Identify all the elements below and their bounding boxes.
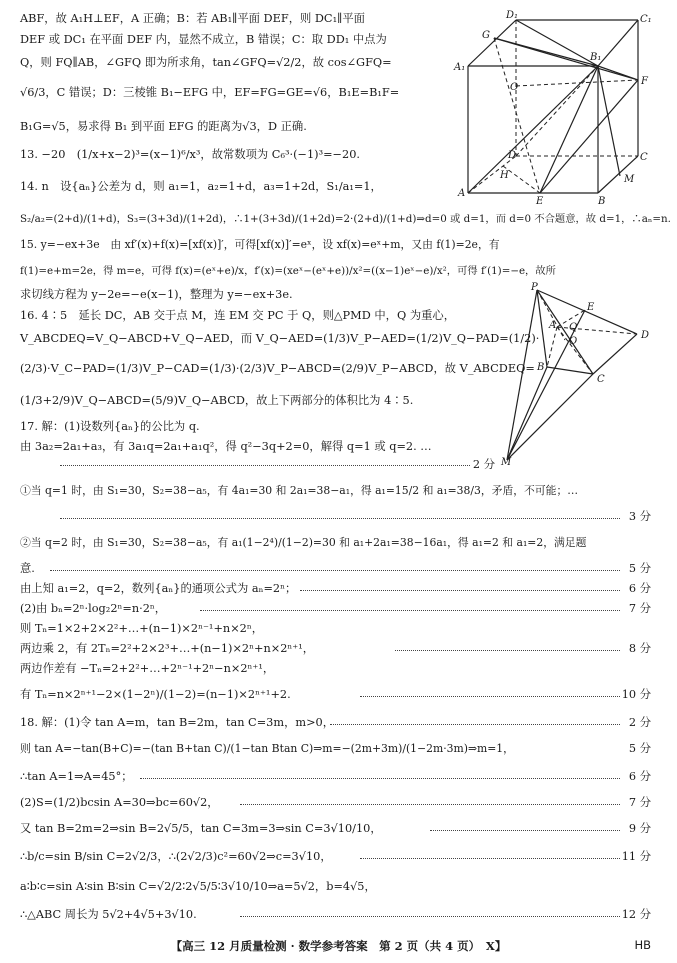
line-29: ∴tan A=1⇒A=45°；: [20, 770, 133, 783]
line-8: S₂/a₂=(2+d)/(1+d)，S₃=(3+3d)/(1+2d)，∴1+(3+3d)/(1+2d)=2·(2+d)/(1+d)⇒d=0 或 d=1，而 d=0 不合题意，故 d=1，∴aₙ=n.: [20, 213, 671, 225]
line-20: 意.: [20, 562, 35, 575]
label-E: E: [587, 302, 595, 313]
dot-leader: [200, 610, 620, 611]
dot-leader: [240, 916, 620, 917]
line-12: 16. 4∶5 延长 DC，AB 交于点 M，连 EM 交 PC 于 Q，则△PMD 中，Q 为重心，: [20, 309, 456, 322]
line-34: ∴△ABC 周长为 5√2+4√5+3√10.: [20, 908, 197, 921]
label-A1: A₁: [454, 62, 466, 73]
line-33: a∶b∶c=sin A∶sin B∶sin C=√2/2∶2√5/5∶3√10/10⇒a=5√2，b=4√5，: [20, 880, 376, 893]
line-4: √6/3，C 错误；D：三棱锥 B₁−EFG 中，EF=FG=GE=√6，B₁E=B₁F=: [20, 86, 400, 99]
score-10: 6 分: [628, 770, 651, 783]
dot-leader: [240, 804, 620, 805]
score-13: 11 分: [621, 850, 651, 863]
label-D: D: [508, 150, 517, 161]
line-32: ∴b/c=sin B/sin C=2√2/3，∴(2√2/3)c²=60√2⇒c=3√10，: [20, 850, 332, 863]
line-14: (2/3)·V_C−PAD=(1/3)V_P−CAD=(1/3)·(2/3)V_P−ABCD=(2/9)V_P−ABCD，故 V_ABCDEQ=: [20, 362, 535, 375]
line-1: ABF，故 A₁H⊥EF，A 正确；B：若 AB₁∥平面 DEF，则 DC₁∥平面: [20, 12, 365, 25]
score-7: 10 分: [621, 688, 651, 701]
label-F: F: [641, 76, 648, 87]
dot-leader: [60, 518, 620, 519]
dot-leader: [60, 465, 470, 466]
score-1: 2 分: [472, 458, 495, 471]
label-E: E: [536, 196, 544, 207]
line-22: (2)由 bₙ=2ⁿ·log₂2ⁿ=n·2ⁿ，: [20, 602, 167, 615]
label-Q: Q: [569, 322, 578, 333]
line-18: ①当 q=1 时，由 S₁=30，S₂=38−a₅，有 4a₁=30 和 2a₁=38−a₁，得 a₁=15/2 和 a₁=38/3，矛盾，不可能；…: [20, 484, 579, 497]
dot-leader: [330, 724, 620, 725]
line-2: DEF 或 DC₁ 在平面 DEF 内，显然不成立，B 错误；C：取 DD₁ 中点为: [20, 33, 387, 46]
label-C: C: [597, 374, 605, 385]
label-D1: D₁: [506, 10, 519, 21]
line-3: Q，则 FQ∥AB，∠GFQ 即为所求角，tan∠GFQ=√2/2，故 cos∠GFQ=: [20, 56, 392, 69]
score-8: 2 分: [628, 716, 651, 729]
label-A: A: [549, 320, 557, 331]
score-12: 9 分: [628, 822, 651, 835]
dot-leader: [50, 570, 620, 571]
label-C: C: [640, 152, 648, 163]
dot-leader: [360, 696, 620, 697]
line-6: 13. −20 (1/x+x−2)³=(x−1)⁶/x³，故常数项为 C₆³·(−1)³=−20.: [20, 148, 360, 161]
line-25: 两边作差有 −Tₙ=2+2²+…+2ⁿ⁻¹+2ⁿ−n×2ⁿ⁺¹，: [20, 662, 275, 675]
score-4: 6 分: [628, 582, 651, 595]
line-7: 14. n 设{aₙ}公差为 d，则 a₁=1，a₂=1+d，a₃=1+2d，S₁/a₁=1，: [20, 180, 382, 193]
score-9: 5 分: [628, 742, 651, 755]
label-H: H: [500, 170, 509, 181]
line-23: 则 Tₙ=1×2+2×2²+…+(n−1)×2ⁿ⁻¹+n×2ⁿ，: [20, 622, 264, 635]
line-5: B₁G=√5，易求得 B₁ 到平面 EFG 的距离为√3，D 正确.: [20, 120, 307, 133]
label-P: P: [531, 282, 538, 293]
cube-figure: [448, 8, 668, 207]
dot-leader: [360, 858, 620, 859]
line-17: 由 3a₂=2a₁+a₃，有 3a₁q=2a₁+a₁q²，得 q²−3q+2=0，解得 q=1 或 q=2. …: [20, 440, 432, 453]
dot-leader: [395, 650, 620, 651]
score-3: 5 分: [628, 562, 651, 575]
line-28: 则 tan A=−tan(B+C)=−(tan B+tan C)/(1−tan Btan C)⇒m=−(2m+3m)/(1−2m·3m)⇒m=1，: [20, 742, 514, 755]
line-9: 15. y=−ex+3e 由 xf′(x)+f(x)=[xf(x)]′，可得[xf(x)]′=eˣ，设 xf(x)=eˣ+m，又由 f(1)=2e，有: [20, 238, 500, 251]
line-16: 17. 解：(1)设数列{aₙ}的公比为 q.: [20, 420, 200, 433]
label-O: O: [510, 82, 519, 93]
line-19: ②当 q=2 时，由 S₁=30，S₂=38−a₅，有 a₁(1−2⁴)/(1−2)=30 和 a₁+2a₁=38−16a₁，得 a₁=2 和 a₁=2，满足题: [20, 536, 587, 549]
dot-leader: [140, 778, 620, 779]
score-5: 7 分: [628, 602, 651, 615]
label-M: M: [501, 457, 512, 468]
line-24: 两边乘 2，有 2Tₙ=2²+2×2³+…+(n−1)×2ⁿ+n×2ⁿ⁺¹，: [20, 642, 315, 655]
label-A: A: [458, 188, 466, 199]
label-D: D: [641, 330, 650, 341]
line-21: 由上知 a₁=2，q=2，数列{aₙ}的通项公式为 aₙ=2ⁿ；: [20, 582, 297, 595]
score-11: 7 分: [628, 796, 651, 809]
corner-code: HB: [634, 938, 651, 952]
dot-leader: [300, 590, 620, 591]
label-O: O: [569, 336, 578, 347]
line-31: 又 tan B=2m=2⇒sin B=2√5/5，tan C=3m=3⇒sin C=3√10/10，: [20, 822, 382, 835]
label-B: B: [537, 362, 545, 373]
label-B1: B₁: [590, 52, 602, 63]
line-26: 有 Tₙ=n×2ⁿ⁺¹−2×(1−2ⁿ)/(1−2)=(n−1)×2ⁿ⁺¹+2.: [20, 688, 291, 701]
dot-leader: [430, 830, 620, 831]
line-10: f(1)=e+m=2e，得 m=e，可得 f(x)=(eˣ+e)/x，f′(x)=(xeˣ−(eˣ+e))/x²=((x−1)eˣ−e)/x²，可得 f′(1)=−e，故所: [20, 265, 556, 277]
line-30: (2)S=(1/2)bcsin A=30⇒bc=60√2，: [20, 796, 219, 809]
label-B: B: [598, 196, 606, 207]
label-G: G: [482, 30, 490, 41]
label-C1: C₁: [640, 14, 652, 25]
line-27: 18. 解：(1)令 tan A=m，tan B=2m，tan C=3m，m>0，: [20, 716, 335, 729]
score-6: 8 分: [628, 642, 651, 655]
line-15: (1/3+2/9)V_Q−ABCD=(5/9)V_Q−ABCD，故上下两部分的体积比为 4∶5.: [20, 394, 414, 407]
page-footer: 【高三 12 月质量检测 · 数学参考答案 第 2 页（共 4 页） X】: [170, 939, 507, 953]
label-M: M: [624, 174, 635, 185]
score-2: 3 分: [628, 510, 651, 523]
score-14: 12 分: [621, 908, 651, 921]
line-11: 求切线方程为 y−2e=−e(x−1)，整理为 y=−ex+3e.: [20, 288, 293, 301]
line-13: V_ABCDEQ=V_Q−ABCD+V_Q−AED，而 V_Q−AED=(1/3)V_P−AED=(1/2)V_Q−PAD=(1/2)·: [20, 332, 540, 345]
